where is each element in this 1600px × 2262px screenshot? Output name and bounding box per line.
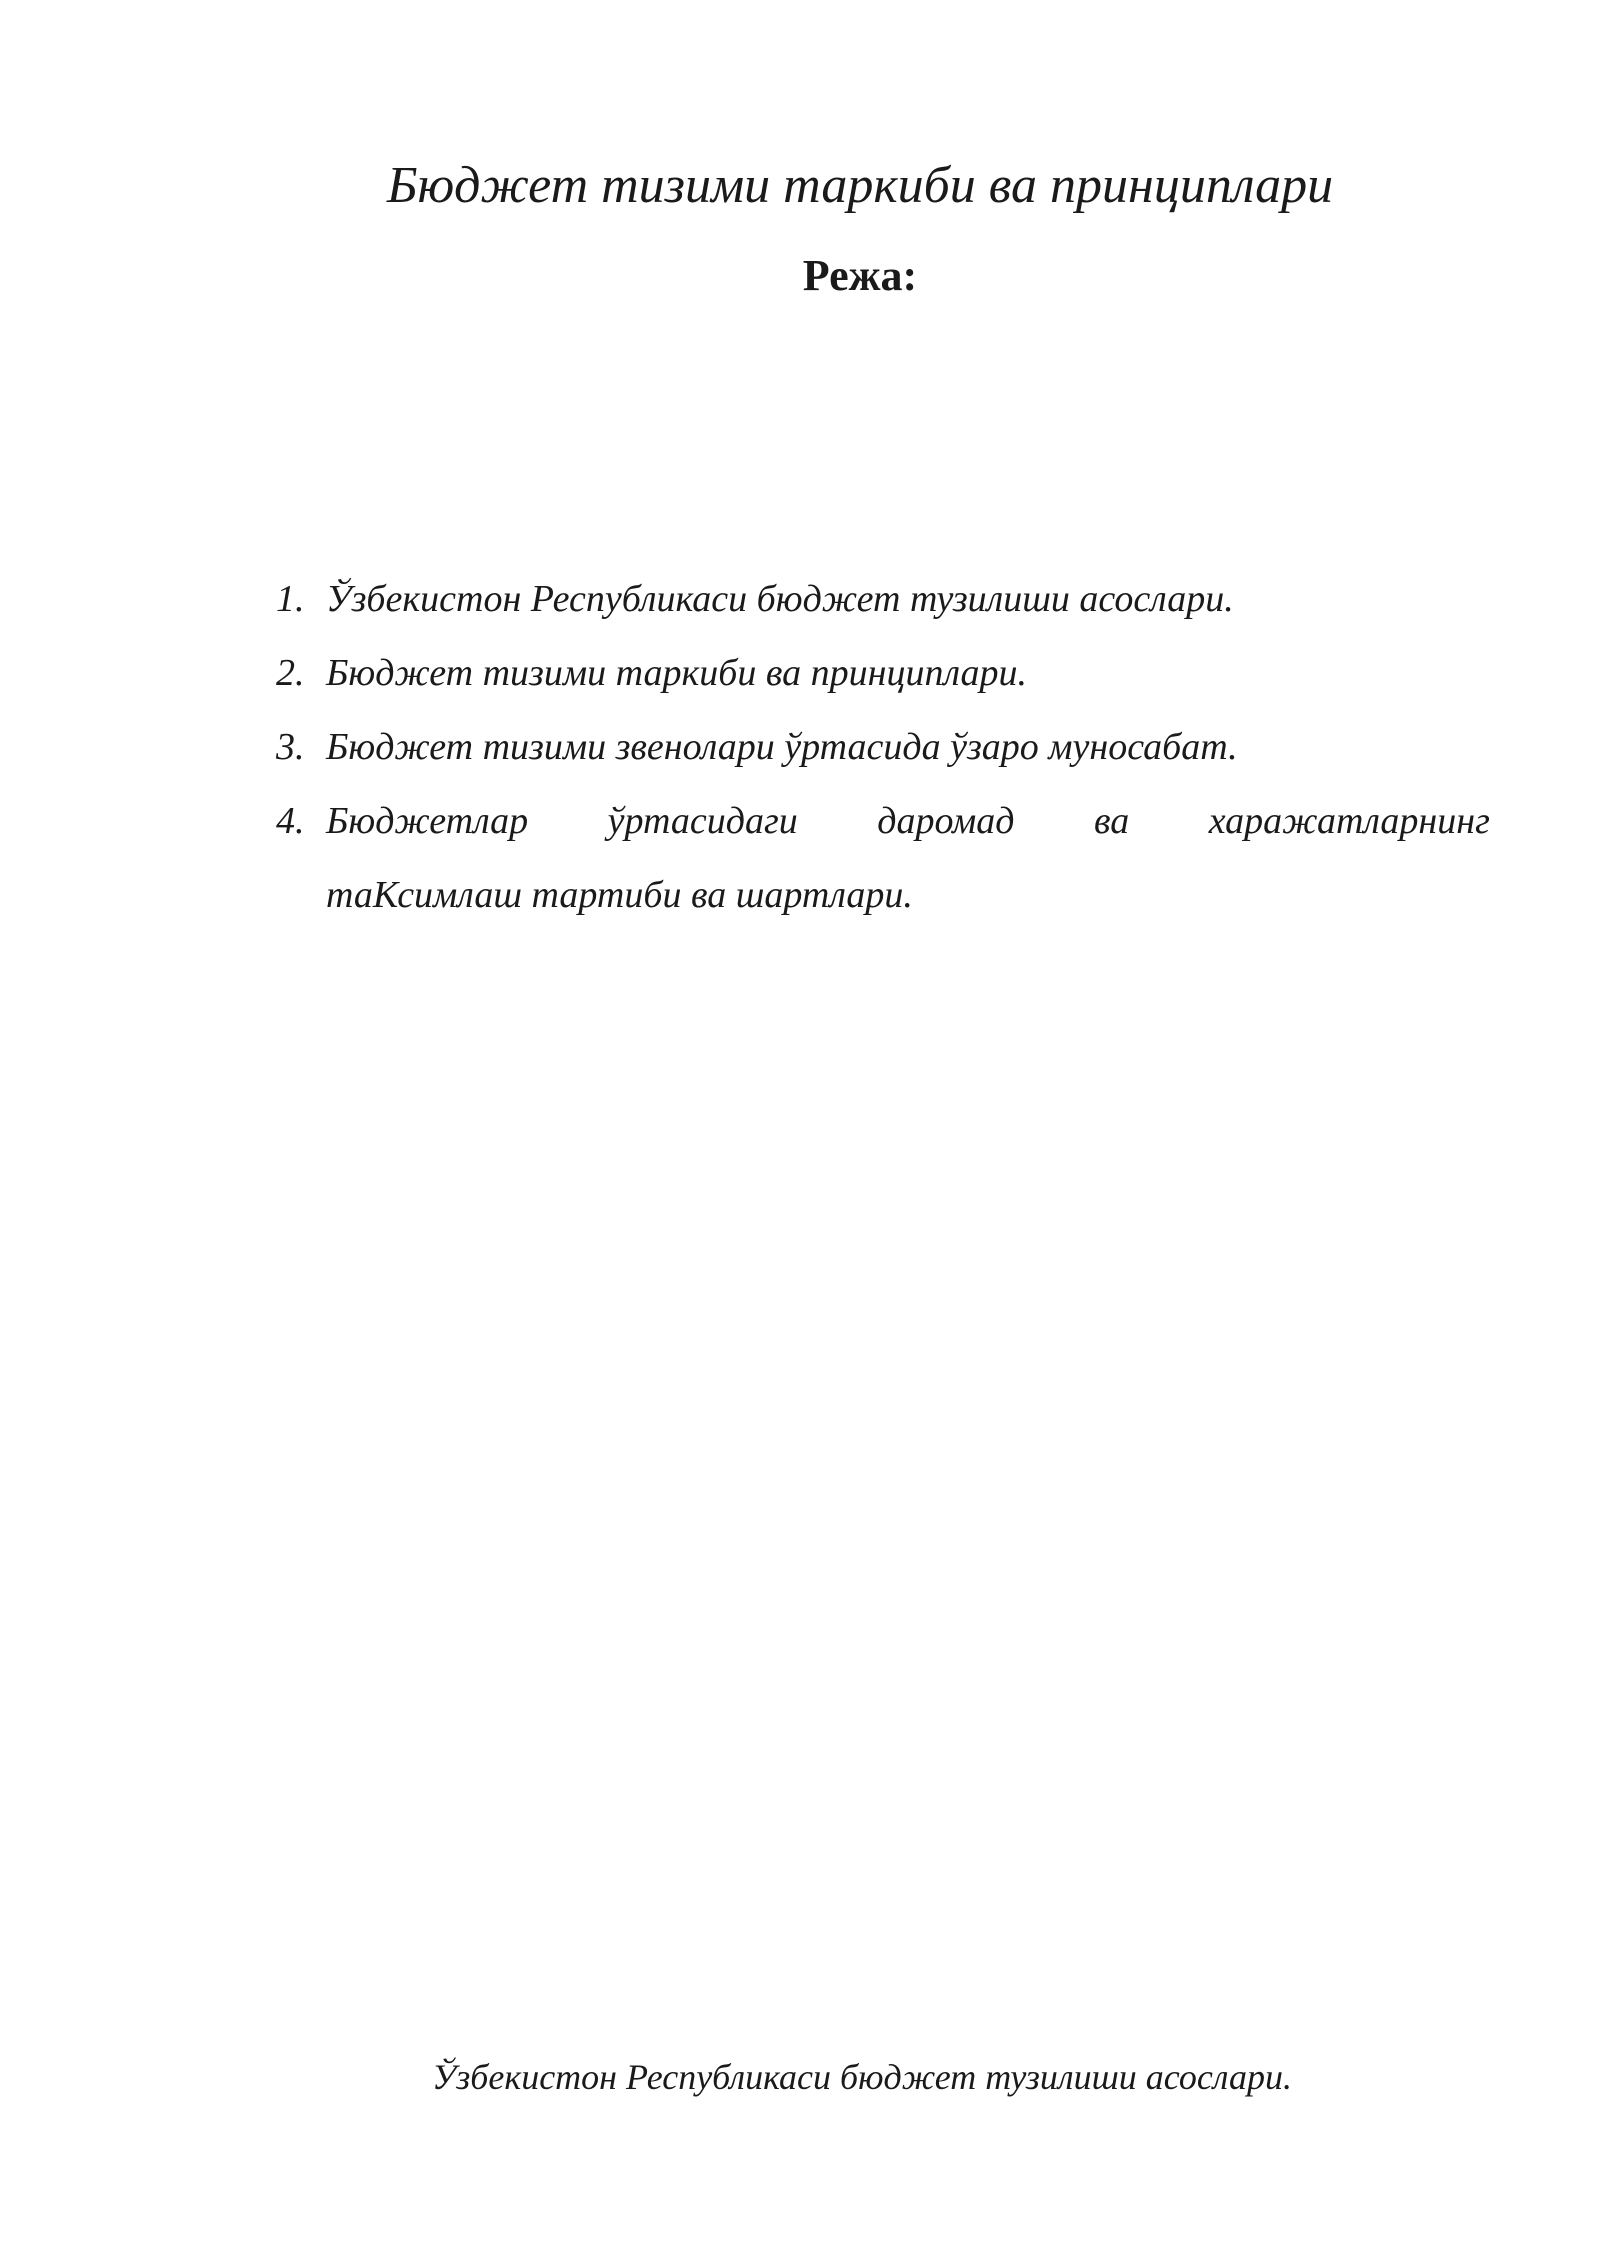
plan-list — [276, 562, 1490, 932]
page-title: Бюджет тизими таркиби ва принциплари — [386, 157, 1334, 214]
list-item-word: ва — [1094, 800, 1130, 842]
list-item-word: Бюджетлар — [326, 800, 529, 842]
list-item-word: харажатларнинг — [1208, 800, 1490, 842]
list-item-number: 1. — [276, 578, 305, 620]
list-item-word: даромад — [877, 800, 1015, 842]
list-item-text-line-1 — [326, 784, 1490, 858]
list-item-number: 4. — [276, 800, 305, 842]
plan-heading: Режа: — [802, 251, 918, 300]
list-item — [276, 710, 1490, 784]
list-item-word: ўртасидаги — [607, 800, 798, 842]
list-item-number: 2. — [276, 652, 305, 694]
list-item-text-line-2: таКсимлаш тартиби ва шартлари. — [326, 874, 913, 916]
list-item-text: Бюджет тизими таркиби ва принциплари. — [326, 652, 1028, 694]
list-item-number: 3. — [276, 726, 305, 768]
list-item — [276, 636, 1490, 710]
footer-text: Ўзбекистон Республикаси бюджет тузилиши асослари. — [432, 2057, 1292, 2097]
list-item — [276, 562, 1490, 636]
list-item-text: Бюджет тизими звенолари ўртасида ўзаро муносабат. — [326, 726, 1238, 768]
list-item-text: Ўзбекистон Республикаси бюджет тузилиши асослари. — [326, 578, 1234, 620]
list-item — [276, 784, 1490, 932]
